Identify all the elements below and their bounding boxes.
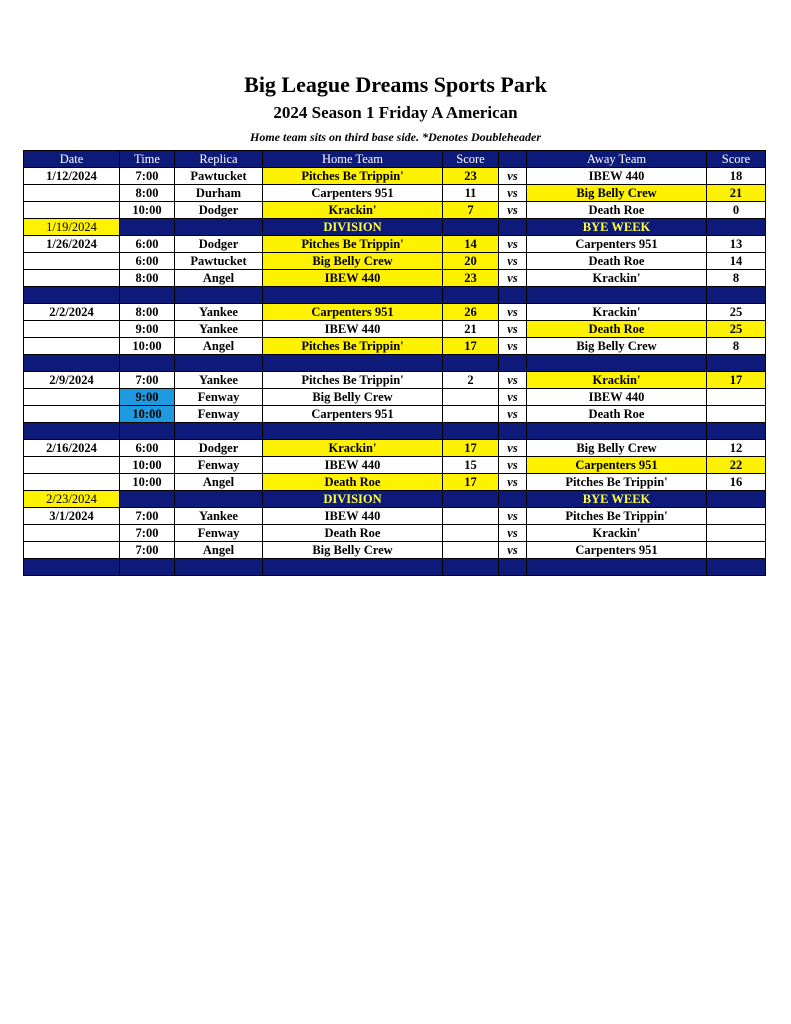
time-cell: 6:00 (120, 236, 175, 253)
home-team-cell: Death Roe (263, 525, 443, 542)
away-score-cell: 16 (707, 474, 766, 491)
home-team-cell: Big Belly Crew (263, 253, 443, 270)
date-cell (24, 474, 120, 491)
away-team-cell: Pitches Be Trippin' (527, 508, 707, 525)
vs-cell: vs (499, 457, 527, 474)
vs-cell: vs (499, 202, 527, 219)
replica-field-cell: Angel (175, 270, 263, 287)
blank-cell (499, 219, 527, 236)
away-team-cell: Big Belly Crew (527, 338, 707, 355)
date-cell (24, 202, 120, 219)
away-team-cell: IBEW 440 (527, 168, 707, 185)
blank-cell (175, 491, 263, 508)
home-score-cell (443, 406, 499, 423)
time-cell: 8:00 (120, 185, 175, 202)
date-cell: 1/26/2024 (24, 236, 120, 253)
separator-cell (263, 559, 443, 576)
week-separator (24, 287, 766, 304)
separator-cell (707, 559, 766, 576)
separator-cell (527, 355, 707, 372)
separator-cell (707, 423, 766, 440)
time-cell: 6:00 (120, 253, 175, 270)
away-team-cell: Death Roe (527, 406, 707, 423)
game-row (24, 440, 766, 457)
separator-cell (120, 287, 175, 304)
blank-cell (175, 219, 263, 236)
vs-cell: vs (499, 270, 527, 287)
bye-week-label: BYE WEEK (527, 491, 707, 508)
replica-field-cell: Fenway (175, 525, 263, 542)
date-cell (24, 389, 120, 406)
week-separator (24, 559, 766, 576)
date-cell (24, 406, 120, 423)
away-team-cell: IBEW 440 (527, 389, 707, 406)
separator-cell (527, 287, 707, 304)
replica-field-cell: Dodger (175, 236, 263, 253)
vs-cell: vs (499, 338, 527, 355)
separator-cell (24, 423, 120, 440)
away-score-cell (707, 508, 766, 525)
home-team-cell: IBEW 440 (263, 321, 443, 338)
away-team-cell: Krackin' (527, 304, 707, 321)
date-cell (24, 321, 120, 338)
home-score-cell: 7 (443, 202, 499, 219)
game-row (24, 304, 766, 321)
blank-cell (443, 219, 499, 236)
replica-field-cell: Angel (175, 338, 263, 355)
game-row (24, 389, 766, 406)
date-cell (24, 525, 120, 542)
away-team-cell: Carpenters 951 (527, 457, 707, 474)
separator-cell (527, 423, 707, 440)
home-team-cell: Pitches Be Trippin' (263, 236, 443, 253)
away-team-cell: Big Belly Crew (527, 185, 707, 202)
separator-cell (443, 287, 499, 304)
time-cell: 10:00 (120, 202, 175, 219)
vs-cell: vs (499, 372, 527, 389)
away-team-cell: Death Roe (527, 253, 707, 270)
home-score-cell: 14 (443, 236, 499, 253)
schedule-table (23, 150, 766, 576)
home-score-cell: 17 (443, 440, 499, 457)
home-score-cell: 23 (443, 168, 499, 185)
home-score-cell: 23 (443, 270, 499, 287)
home-team-cell: Pitches Be Trippin' (263, 168, 443, 185)
replica-field-cell: Dodger (175, 440, 263, 457)
time-cell: 10:00 (120, 406, 175, 423)
schedule-note: Home team sits on third base side. *Denotes Doubleheader (250, 130, 541, 144)
separator-cell (707, 287, 766, 304)
replica-field-cell: Fenway (175, 406, 263, 423)
bye-week-row (24, 491, 766, 508)
home-team-cell: Carpenters 951 (263, 406, 443, 423)
bye-week-label: BYE WEEK (527, 219, 707, 236)
game-row (24, 406, 766, 423)
time-cell: 7:00 (120, 542, 175, 559)
vs-cell: vs (499, 406, 527, 423)
away-team-cell: Carpenters 951 (527, 542, 707, 559)
home-team-cell: Pitches Be Trippin' (263, 372, 443, 389)
separator-cell (120, 559, 175, 576)
away-score-cell: 18 (707, 168, 766, 185)
separator-cell (24, 287, 120, 304)
home-score-cell (443, 542, 499, 559)
date-cell (24, 253, 120, 270)
time-cell: 10:00 (120, 457, 175, 474)
page-subtitle: 2024 Season 1 Friday A American (273, 103, 518, 122)
separator-cell (499, 559, 527, 576)
separator-cell (175, 559, 263, 576)
separator-cell (499, 287, 527, 304)
date-cell (24, 185, 120, 202)
separator-cell (24, 355, 120, 372)
separator-cell (120, 423, 175, 440)
blank-cell (120, 219, 175, 236)
table-header-row (24, 151, 766, 168)
col-replica-header: Replica (175, 151, 263, 168)
away-team-cell: Death Roe (527, 202, 707, 219)
game-row (24, 508, 766, 525)
game-row (24, 525, 766, 542)
away-score-cell: 8 (707, 338, 766, 355)
game-row (24, 270, 766, 287)
separator-cell (443, 559, 499, 576)
col-home-team-header: Home Team (263, 151, 443, 168)
home-score-cell: 20 (443, 253, 499, 270)
away-team-cell: Krackin' (527, 372, 707, 389)
game-row (24, 185, 766, 202)
date-cell: 3/1/2024 (24, 508, 120, 525)
time-cell: 7:00 (120, 168, 175, 185)
home-score-cell: 26 (443, 304, 499, 321)
date-cell (24, 270, 120, 287)
date-cell (24, 457, 120, 474)
blank-cell (707, 219, 766, 236)
time-cell: 10:00 (120, 474, 175, 491)
date-cell: 2/23/2024 (24, 491, 120, 508)
division-label: DIVISION (263, 219, 443, 236)
replica-field-cell: Yankee (175, 508, 263, 525)
date-cell (24, 542, 120, 559)
replica-field-cell: Pawtucket (175, 253, 263, 270)
separator-cell (120, 355, 175, 372)
home-score-cell: 17 (443, 474, 499, 491)
game-row (24, 457, 766, 474)
time-cell: 7:00 (120, 372, 175, 389)
date-cell: 1/19/2024 (24, 219, 120, 236)
away-team-cell: Krackin' (527, 525, 707, 542)
away-score-cell: 21 (707, 185, 766, 202)
col-vs-header (499, 151, 527, 168)
home-score-cell: 11 (443, 185, 499, 202)
time-cell: 6:00 (120, 440, 175, 457)
separator-cell (175, 355, 263, 372)
game-row (24, 321, 766, 338)
away-score-cell: 13 (707, 236, 766, 253)
blank-cell (707, 491, 766, 508)
separator-cell (24, 559, 120, 576)
vs-cell: vs (499, 304, 527, 321)
home-team-cell: IBEW 440 (263, 270, 443, 287)
week-separator (24, 423, 766, 440)
division-label: DIVISION (263, 491, 443, 508)
game-row (24, 474, 766, 491)
away-score-cell (707, 406, 766, 423)
separator-cell (707, 355, 766, 372)
time-cell: 7:00 (120, 525, 175, 542)
vs-cell: vs (499, 440, 527, 457)
home-team-cell: Big Belly Crew (263, 542, 443, 559)
separator-cell (175, 423, 263, 440)
replica-field-cell: Fenway (175, 389, 263, 406)
replica-field-cell: Yankee (175, 304, 263, 321)
away-team-cell: Death Roe (527, 321, 707, 338)
separator-cell (527, 559, 707, 576)
away-score-cell (707, 542, 766, 559)
vs-cell: vs (499, 236, 527, 253)
col-away-score-header: Score (707, 151, 766, 168)
vs-cell: vs (499, 168, 527, 185)
away-score-cell: 25 (707, 304, 766, 321)
col-away-team-header: Away Team (527, 151, 707, 168)
vs-cell: vs (499, 253, 527, 270)
vs-cell: vs (499, 542, 527, 559)
replica-field-cell: Yankee (175, 372, 263, 389)
date-cell: 2/16/2024 (24, 440, 120, 457)
date-cell: 1/12/2024 (24, 168, 120, 185)
away-score-cell: 8 (707, 270, 766, 287)
separator-cell (263, 423, 443, 440)
date-cell: 2/2/2024 (24, 304, 120, 321)
game-row (24, 202, 766, 219)
home-team-cell: Krackin' (263, 440, 443, 457)
game-row (24, 338, 766, 355)
replica-field-cell: Angel (175, 542, 263, 559)
away-score-cell: 22 (707, 457, 766, 474)
replica-field-cell: Pawtucket (175, 168, 263, 185)
replica-field-cell: Dodger (175, 202, 263, 219)
home-team-cell: IBEW 440 (263, 457, 443, 474)
game-row (24, 168, 766, 185)
separator-cell (263, 287, 443, 304)
home-team-cell: Big Belly Crew (263, 389, 443, 406)
replica-field-cell: Durham (175, 185, 263, 202)
home-score-cell: 15 (443, 457, 499, 474)
home-team-cell: IBEW 440 (263, 508, 443, 525)
away-score-cell: 25 (707, 321, 766, 338)
blank-cell (443, 491, 499, 508)
away-score-cell: 14 (707, 253, 766, 270)
bye-week-row (24, 219, 766, 236)
home-team-cell: Carpenters 951 (263, 185, 443, 202)
away-team-cell: Carpenters 951 (527, 236, 707, 253)
vs-cell: vs (499, 525, 527, 542)
home-team-cell: Carpenters 951 (263, 304, 443, 321)
home-score-cell (443, 508, 499, 525)
time-cell: 8:00 (120, 270, 175, 287)
away-score-cell (707, 389, 766, 406)
vs-cell: vs (499, 321, 527, 338)
replica-field-cell: Yankee (175, 321, 263, 338)
vs-cell: vs (499, 185, 527, 202)
date-cell (24, 338, 120, 355)
vs-cell: vs (499, 508, 527, 525)
time-cell: 9:00 (120, 389, 175, 406)
away-team-cell: Pitches Be Trippin' (527, 474, 707, 491)
home-team-cell: Pitches Be Trippin' (263, 338, 443, 355)
time-cell: 10:00 (120, 338, 175, 355)
week-separator (24, 355, 766, 372)
away-team-cell: Big Belly Crew (527, 440, 707, 457)
away-score-cell: 17 (707, 372, 766, 389)
replica-field-cell: Fenway (175, 457, 263, 474)
time-cell: 8:00 (120, 304, 175, 321)
home-team-cell: Death Roe (263, 474, 443, 491)
page-title: Big League Dreams Sports Park (244, 72, 547, 97)
replica-field-cell: Angel (175, 474, 263, 491)
away-score-cell: 0 (707, 202, 766, 219)
separator-cell (443, 355, 499, 372)
game-row (24, 236, 766, 253)
separator-cell (499, 423, 527, 440)
col-home-score-header: Score (443, 151, 499, 168)
time-cell: 7:00 (120, 508, 175, 525)
game-row (24, 372, 766, 389)
away-score-cell (707, 525, 766, 542)
separator-cell (443, 423, 499, 440)
col-time-header: Time (120, 151, 175, 168)
home-score-cell: 2 (443, 372, 499, 389)
vs-cell: vs (499, 389, 527, 406)
home-score-cell: 21 (443, 321, 499, 338)
away-team-cell: Krackin' (527, 270, 707, 287)
game-row (24, 253, 766, 270)
home-score-cell (443, 525, 499, 542)
blank-cell (499, 491, 527, 508)
schedule-body (24, 151, 766, 576)
blank-cell (120, 491, 175, 508)
home-score-cell (443, 389, 499, 406)
vs-cell: vs (499, 474, 527, 491)
home-team-cell: Krackin' (263, 202, 443, 219)
separator-cell (263, 355, 443, 372)
away-score-cell: 12 (707, 440, 766, 457)
col-date-header: Date (24, 151, 120, 168)
separator-cell (499, 355, 527, 372)
home-score-cell: 17 (443, 338, 499, 355)
game-row (24, 542, 766, 559)
time-cell: 9:00 (120, 321, 175, 338)
separator-cell (175, 287, 263, 304)
date-cell: 2/9/2024 (24, 372, 120, 389)
